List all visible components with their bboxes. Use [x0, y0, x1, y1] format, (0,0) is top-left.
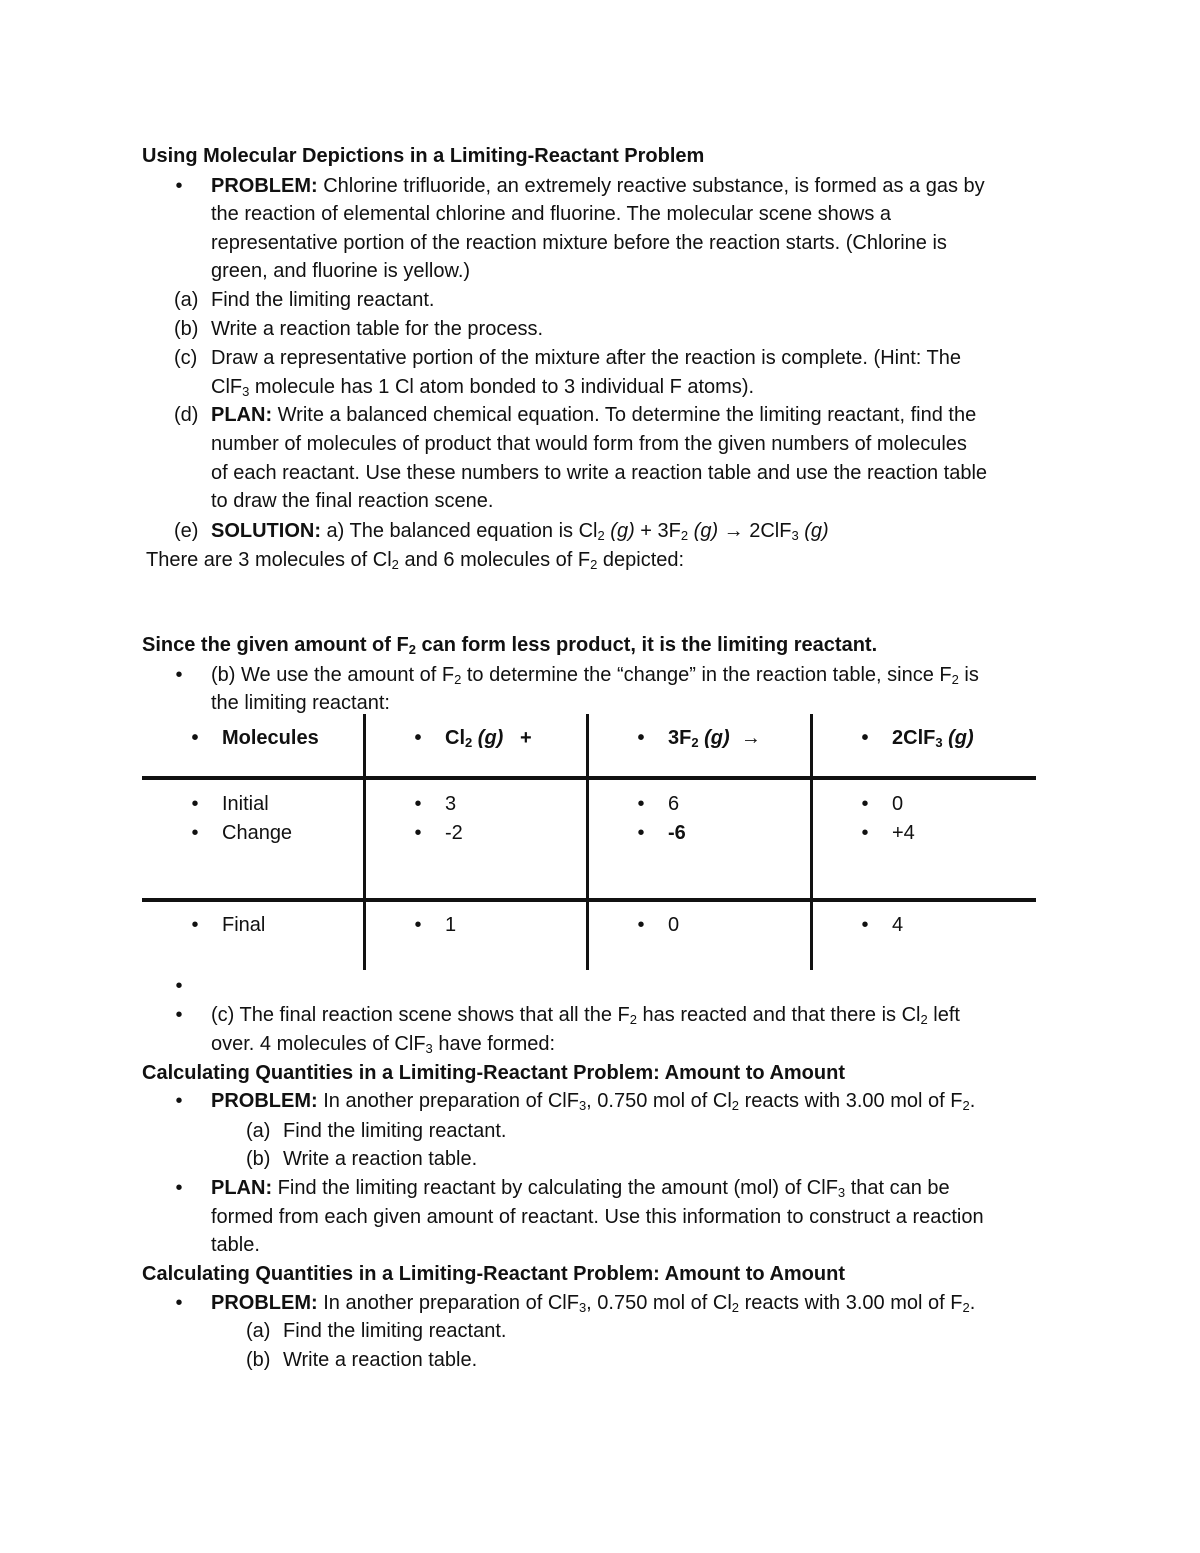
item-d-line-2: number of molecules of product that would form from the given numbers of molecules: [211, 433, 967, 455]
subscript: 2: [731, 1098, 740, 1113]
bullet: •: [637, 793, 645, 815]
text: can form less product, it is the limiting reactant.: [415, 634, 878, 656]
section3-problem: [211, 1290, 975, 1316]
text: and 6 molecules of F: [398, 549, 591, 571]
subscript: 2: [408, 642, 416, 657]
table-cell: [860, 791, 903, 817]
text: .: [969, 1090, 976, 1112]
text: There are 3 molecules of Cl: [146, 549, 392, 571]
text: reacts with 3.00 mol of F: [739, 1292, 963, 1314]
item-d-label: (d): [174, 404, 199, 426]
text: + 3F: [634, 520, 681, 542]
text: have formed:: [432, 1033, 556, 1055]
subscript: 2: [951, 672, 959, 687]
table-row-divider: [142, 776, 1036, 780]
table-row-change-label: [190, 820, 292, 846]
problem-line-1: [211, 173, 985, 199]
cell-value: 0: [892, 793, 904, 815]
item-a-text: Find the limiting reactant.: [283, 1320, 507, 1342]
subscript: 3: [837, 1185, 846, 1200]
text: In another preparation of ClF: [317, 1292, 579, 1314]
subscript: 2: [920, 1012, 928, 1027]
table-header-molecules: [190, 725, 319, 751]
formula: Cl: [445, 727, 465, 749]
state: (g): [948, 727, 974, 749]
state: (g): [693, 520, 719, 542]
bullet: •: [191, 727, 199, 749]
table-column-divider: [586, 714, 589, 970]
item-a-text: Find the limiting reactant.: [211, 289, 435, 311]
bullet: •: [861, 793, 869, 815]
section-title: Calculating Quantities in a Limiting-Reactant Problem: Amount to Amount: [142, 1263, 845, 1285]
part-b-line-1: [211, 662, 979, 688]
bullet: •: [175, 1090, 183, 1112]
subscript: 2: [465, 735, 473, 750]
table-column-divider: [363, 714, 366, 970]
text: is: [958, 664, 979, 686]
problem-label: PROBLEM:: [211, 175, 318, 197]
text: (c) The final reaction scene shows that all the F: [211, 1004, 630, 1026]
section-title: Calculating Quantities in a Limiting-Reactant Problem: Amount to Amount: [142, 1062, 845, 1084]
state: (g): [704, 727, 730, 749]
table-header-cl2: [413, 725, 532, 751]
cell-value: 1: [445, 914, 457, 936]
cell-value: +4: [892, 822, 915, 844]
part-b-line-2: the limiting reactant:: [211, 692, 390, 714]
bullet: •: [637, 914, 645, 936]
item-c-line-2: [211, 374, 754, 400]
subscript: 2: [731, 1300, 740, 1315]
cell-value: -6: [668, 822, 686, 844]
text: (b) We use the amount of F: [211, 664, 455, 686]
item-d-line-3: of each reactant. Use these numbers to write a reaction table and use the reaction table: [211, 462, 988, 484]
bullet: •: [175, 664, 183, 686]
plan-label: PLAN:: [211, 1177, 273, 1199]
subscript: 2: [962, 1098, 970, 1113]
text: over. 4 molecules of ClF: [211, 1033, 426, 1055]
table-cell: [413, 912, 456, 938]
subscript: 2: [691, 735, 699, 750]
text: .: [969, 1292, 976, 1314]
formula: 2ClF: [892, 727, 936, 749]
bullet: •: [191, 914, 199, 936]
bullet: •: [861, 727, 869, 749]
arrow: →: [740, 727, 761, 749]
subscript: 3: [791, 528, 799, 543]
cell-value: 0: [668, 914, 680, 936]
subscript: 3: [242, 384, 250, 399]
section2-plan-line-2: formed from each given amount of reactant. Use this information to construct a reaction: [211, 1206, 984, 1228]
bullet: •: [637, 727, 645, 749]
section2-problem: [211, 1088, 975, 1114]
item-c-line-1: Draw a representative portion of the mixture after the reaction is complete. (Hint: The: [211, 347, 961, 369]
text: , 0.750 mol of Cl: [586, 1292, 732, 1314]
row-label: Initial: [222, 793, 269, 815]
text: depicted:: [597, 549, 685, 571]
subscript: 2: [629, 1012, 637, 1027]
item-d-line-4: to draw the final reaction scene.: [211, 490, 494, 512]
header-text: Molecules: [222, 727, 319, 749]
solution-label: SOLUTION:: [211, 520, 321, 542]
item-b-label: (b): [246, 1148, 271, 1170]
bullet: •: [175, 175, 183, 197]
item-a-label: (a): [246, 1120, 271, 1142]
problem-line-2: the reaction of elemental chlorine and fluorine. The molecular scene shows a: [211, 203, 892, 225]
subscript: 3: [935, 735, 943, 750]
bullet: •: [414, 822, 422, 844]
text: reacts with 3.00 mol of F: [739, 1090, 963, 1112]
table-column-divider: [810, 714, 813, 970]
text: Since the given amount of F: [142, 634, 409, 656]
item-b-text: Write a reaction table.: [283, 1349, 478, 1371]
subscript: 3: [578, 1098, 587, 1113]
row-label: Final: [222, 914, 266, 936]
table-cell: [413, 791, 456, 817]
item-b-label: (b): [246, 1349, 271, 1371]
cell-value: -2: [445, 822, 463, 844]
problem-line-4: green, and fluorine is yellow.): [211, 260, 471, 282]
item-a-text: Find the limiting reactant.: [283, 1120, 507, 1142]
bullet: •: [175, 975, 183, 997]
text: that can be: [845, 1177, 950, 1199]
item-b-text: Write a reaction table for the process.: [211, 318, 544, 340]
depicted-line: [146, 547, 684, 573]
subscript: 3: [578, 1300, 587, 1315]
subscript: 3: [425, 1041, 433, 1056]
text: → 2ClF: [718, 520, 792, 542]
text: Write a balanced chemical equation. To determine the limiting reactant, find the: [272, 404, 977, 426]
subscript: 2: [680, 528, 689, 543]
state: (g): [804, 520, 829, 542]
subscript: 2: [590, 557, 598, 572]
bullet: •: [414, 914, 422, 936]
table-cell: [860, 820, 915, 846]
item-a-label: (a): [174, 289, 199, 311]
bullet: •: [175, 1292, 183, 1314]
item-b-label: (b): [174, 318, 199, 340]
table-cell: [413, 820, 463, 846]
problem-label: PROBLEM:: [211, 1292, 318, 1314]
section-title: Using Molecular Depictions in a Limiting-Reactant Problem: [142, 145, 705, 167]
state: (g): [477, 727, 504, 749]
row-label: Change: [222, 822, 293, 844]
state: (g): [610, 520, 635, 542]
item-d-line-1: [211, 402, 976, 428]
table-cell: [636, 791, 679, 817]
text: , 0.750 mol of Cl: [586, 1090, 732, 1112]
bullet: •: [414, 727, 422, 749]
text: molecule has 1 Cl atom bonded to 3 individual F atoms).: [249, 376, 755, 398]
text: has reacted and that there is Cl: [636, 1004, 921, 1026]
part-c-line-2: [211, 1031, 555, 1057]
section2-plan-line-1: [211, 1175, 950, 1201]
table-header-clf3: [860, 725, 974, 751]
item-c-label: (c): [174, 347, 198, 369]
bullet: •: [175, 1004, 183, 1026]
subscript: 2: [597, 528, 605, 543]
part-c-line-1: [211, 1002, 960, 1028]
subscript: 2: [391, 557, 399, 572]
formula-text: ClF: [211, 376, 243, 398]
operator: +: [520, 727, 532, 749]
bullet: •: [861, 914, 869, 936]
item-b-text: Write a reaction table.: [283, 1148, 478, 1170]
item-e-label: (e): [174, 520, 199, 542]
bullet: •: [637, 822, 645, 844]
table-cell: [636, 912, 679, 938]
table-row-final-label: [190, 912, 265, 938]
text: left: [927, 1004, 960, 1026]
problem-line-3: representative portion of the reaction mixture before the reaction starts. (Chlorine is: [211, 232, 947, 254]
text: a) The balanced equation is Cl: [321, 520, 598, 542]
text: Find the limiting reactant by calculating the amount (mol) of ClF: [272, 1177, 838, 1199]
formula: 3F: [668, 727, 692, 749]
subscript: 2: [962, 1300, 970, 1315]
bullet: •: [861, 822, 869, 844]
cell-value: 3: [445, 793, 457, 815]
text: to determine the “change” in the reaction table, since F: [461, 664, 952, 686]
bullet: •: [191, 822, 199, 844]
bullet: •: [191, 793, 199, 815]
table-row-initial-label: [190, 791, 269, 817]
section2-plan-line-3: table.: [211, 1234, 260, 1256]
conclusion-line: [142, 632, 877, 658]
table-cell: [636, 820, 686, 846]
cell-value: 4: [892, 914, 904, 936]
item-e-text: [211, 518, 829, 544]
table-cell: [860, 912, 903, 938]
text: In another preparation of ClF: [317, 1090, 579, 1112]
bullet: •: [175, 1177, 183, 1199]
cell-value: 6: [668, 793, 680, 815]
subscript: 2: [454, 672, 462, 687]
problem-label: PROBLEM:: [211, 1090, 318, 1112]
table-header-f2: [636, 725, 761, 751]
problem-text: Chlorine trifluoride, an extremely reactive substance, is formed as a gas by: [317, 175, 985, 197]
plan-label: PLAN:: [211, 404, 273, 426]
item-a-label: (a): [246, 1320, 271, 1342]
bullet: •: [414, 793, 422, 815]
table-row-divider: [142, 898, 1036, 902]
